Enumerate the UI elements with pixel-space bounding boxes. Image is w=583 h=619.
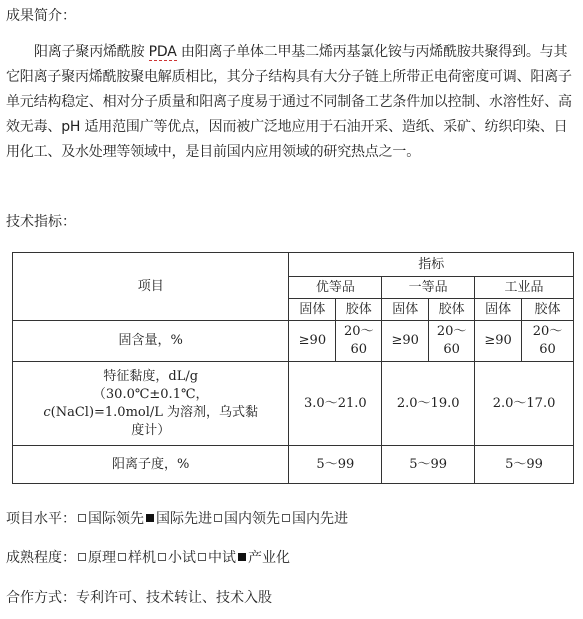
cooperation-mode [6,588,272,608]
cell-value: ≥90 [289,321,336,362]
grade-premium: 优等品 [289,277,382,299]
row-label-viscosity [13,362,289,446]
maturity-option: 样机 [128,550,156,566]
maturity-option: 原理 [88,550,116,566]
cell-value: 3.0～21.0 [289,362,382,446]
maturity-option: 产业化 [248,550,290,566]
checkbox-icon [78,514,86,522]
grade-industrial: 工业品 [475,277,574,299]
cooperation-prefix: 合作方式： [6,590,76,606]
intro-heading: 成果简介： [6,8,76,24]
maturity-prefix: 成熟程度： [6,550,76,566]
checkbox-icon [214,514,222,522]
viscosity-line3-text: (NaCl)=1.0mol/L 为溶剂，乌式黏 [50,404,259,420]
cell-value: ≥90 [475,321,522,362]
intro-paragraph [6,40,574,165]
intro-text-part2: 由阳离子单体二甲基二烯丙基氯化铵与丙烯酰胺共聚得到。与其它阳离子聚丙烯酰胺聚电解质相比，其分子结构具有大分子链上所带正电荷密度可调、阳离子单元结构稳定、相对分子质量和阳离子度易于通过不同制备工艺条件加以控制、水溶性好、高效无毒、pH 适用范围广等优点，因而被广泛地应用于石油开采、造纸、采矿、纺织印染、日用化工、及水处理等领域中，是目前国内应用领域的研究热点之一。 [6,44,572,160]
viscosity-line4: 度计） [131,422,171,438]
viscosity-line2: （30.0℃±0.1℃， [92,386,209,402]
level-option: 国际领先 [88,511,144,527]
intro-text-part1: 阳离子聚丙烯酰胺 [34,44,149,60]
level-option: 国际先进 [156,511,212,527]
viscosity-line1: 特征黏度，dL/g [103,368,199,384]
cell-value: 5～99 [382,446,475,484]
header-index: 指标 [289,253,574,277]
pda-abbr: PDA [148,44,177,60]
form-solid: 固体 [289,299,336,321]
form-solid: 固体 [475,299,522,321]
spec-heading: 技术指标： [6,214,76,230]
cell-value: 5～99 [289,446,382,484]
form-colloid: 胶体 [429,299,475,321]
checkbox-icon [118,553,126,561]
cell-value: 20～60 [429,321,475,362]
checkbox-icon [158,553,166,561]
grade-first: 一等品 [382,277,475,299]
viscosity-line3 [21,404,280,422]
form-colloid: 胶体 [522,299,574,321]
spec-table [12,252,574,484]
cell-value: 20～60 [336,321,382,362]
level-option: 国内先进 [292,511,348,527]
maturity-option: 中试 [208,550,236,566]
project-level [6,509,348,529]
cell-value: 20～60 [522,321,574,362]
checkbox-checked-icon [146,514,154,522]
cell-value: 2.0～17.0 [475,362,574,446]
cooperation-text: 专利许可、技术转让、技术入股 [76,590,272,606]
form-colloid: 胶体 [336,299,382,321]
checkbox-icon [198,553,206,561]
maturity-option: 小试 [168,550,196,566]
checkbox-icon [282,514,290,522]
row-label-cation-degree: 阳离子度，% [13,446,289,484]
viscosity-c-symbol: c [43,404,51,420]
checkbox-icon [78,553,86,561]
level-prefix: 项目水平： [6,511,76,527]
form-solid: 固体 [382,299,429,321]
cell-value: 2.0～19.0 [382,362,475,446]
cell-value: 5～99 [475,446,574,484]
checkbox-checked-icon [238,553,246,561]
header-item: 项目 [13,253,289,321]
maturity-level [6,548,290,568]
row-label-solid-content: 固含量，% [13,321,289,362]
cell-value: ≥90 [382,321,429,362]
level-option: 国内领先 [224,511,280,527]
